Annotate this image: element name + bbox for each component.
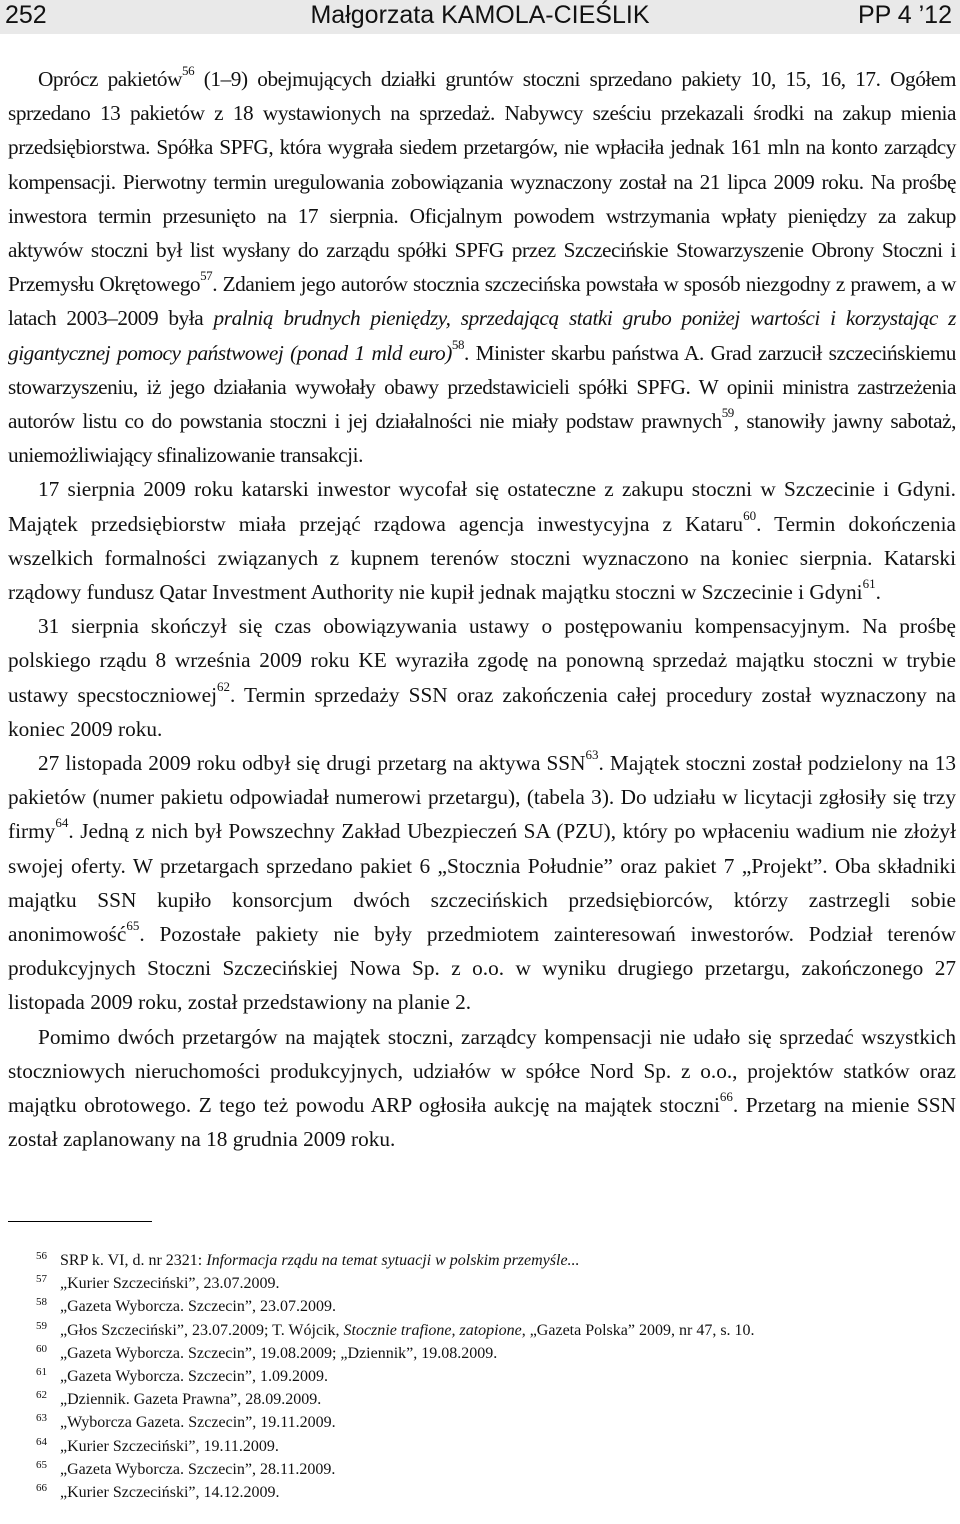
footnote-text: „Kurier Szczeciński”, 19.11.2009. [60, 1437, 279, 1455]
footnote-separator [8, 1221, 152, 1222]
footnote-number: 65 [36, 1458, 47, 1471]
footnote-number: 66 [36, 1482, 47, 1495]
journal-issue: PP 4 ’12 [857, 1, 952, 29]
paragraph [8, 746, 956, 1020]
footnote-text: „Kurier Szczeciński”, 23.07.2009. [60, 1275, 280, 1293]
footnote-number: 56 [36, 1250, 47, 1262]
footnote-number: 58 [36, 1296, 47, 1309]
footnote [36, 1388, 946, 1411]
footnote-text: „Kurier Szczeciński”, 14.12.2009. [60, 1484, 280, 1502]
text-run: . Majątek stoczni został podzielony na 13 pakietów (numer pakietu odpowiadał numerowi przetargu), (tabela 3). Do udziału w licytacji zgłosiły się trzy firmy [8, 751, 956, 844]
footnote [36, 1342, 946, 1365]
author-name: Małgorzata KAMOLA-CIEŚLIK [310, 1, 650, 29]
text-run: . Zdaniem jego autorów stocznia szczecińska powstała w sposób niezgodny z prawem, a w latach 2003–2009 była [8, 272, 956, 331]
text-run: . Minister skarbu państwa A. Grad zarzucił szczecińskiemu stowarzyszeniu, iż jego działania wywołały obawy przedstawicieli spółki SPFG. W opinii ministra zastrzeżenia autorów listu co do powstania stoczni i jej działalności nie miały podstaw prawnych [8, 340, 956, 434]
footnote-text: „Gazeta Wyborcza. Szczecin”, 28.11.2009. [60, 1460, 336, 1478]
footnote-title: Stocznie trafione, zatopione [343, 1321, 522, 1339]
footnote-ref: 63 [585, 746, 599, 762]
footnote-ref: 61 [862, 575, 876, 591]
italic-quote: pralnią brudnych pieniędzy, sprzedającą statki grubo poniżej wartości i korzystając z gigantycznej pomocy państwowej (ponad 1 mld euro) [8, 306, 956, 365]
footnote-number: 62 [36, 1389, 47, 1402]
text-run: Oprócz pakietów [38, 67, 183, 91]
footnote-title: Informacja rządu na temat sytuacji w polskim przemyśle... [206, 1252, 580, 1269]
footnote [36, 1458, 946, 1481]
footnote-ref: 65 [126, 917, 140, 933]
text-run: 17 sierpnia 2009 roku katarski inwestor wycofał się ostateczne z zakupu stoczni w Szczecinie i Gdyni. Majątek przedsiębiorstw miała przejąć rządowa agencja inwestycyjna z Kataru [8, 477, 956, 536]
footnote-text: SRP k. VI, d. nr 2321: [60, 1252, 207, 1269]
text-run: , stanowiły jawny sabotaż, uniemożliwiający sfinalizowanie transakcji. [8, 409, 956, 468]
footnote-text: „Gazeta Wyborcza. Szczecin”, 23.07.2009. [60, 1298, 336, 1316]
paragraph [8, 609, 956, 746]
text-run: 31 sierpnia skończył się czas obowiązywania ustawy o postępowaniu kompensacyjnym. Na prośbę polskiego rządu 8 września 2009 roku KE wyraziła zgodę na ponowną sprzedaż majątku stoczni w trybie ustawy specstoczniowej [8, 614, 956, 707]
text-run: . Termin dokończenia wszelkich formalności związanych z kupnem terenów stoczni wyznaczono na koniec sierpnia. Katarski rządowy fundusz Qatar Investment Authority nie kupił jednak majątku stoczni w Szczecinie i Gdyni [8, 511, 957, 605]
footnote [36, 1411, 946, 1434]
text-run: Pomimo dwóch przetargów na majątek stoczni, zarządcy kompensacji nie udało się sprzedać wszystkich stoczniowych nieruchomości produkcyjnych, udziałów w spółce Nord Sp. z o.o., projektów statków oraz majątku obrotowego. Z tego też powodu ARP ogłosiła aukcję na majątek stoczni [8, 1024, 956, 1118]
footnote-number: 61 [36, 1366, 47, 1379]
footnote-ref: 58 [451, 336, 465, 352]
footnote-ref: 64 [55, 815, 69, 831]
footnote-text: „Głos Szczeciński”, 23.07.2009; T. Wójcik, [60, 1321, 344, 1339]
footnote [36, 1295, 946, 1318]
footnote-text: „Gazeta Wyborcza. Szczecin”, 19.08.2009; „Dziennik”, 19.08.2009. [60, 1344, 498, 1362]
footnote-number: 64 [36, 1435, 47, 1448]
footnote-number: 59 [36, 1319, 47, 1332]
footnote [36, 1249, 946, 1272]
footnote-text: , „Gazeta Polska” 2009, nr 47, s. 10. [521, 1321, 755, 1339]
running-header [0, 0, 960, 34]
text-run: (1–9) obejmujących działki gruntów stoczni sprzedano pakiety 10, 15, 16, 17. Ogółem sprzedano 13 pakietów z 18 wystawionych na sprzedaż. Nabywcy sześciu przekazali środki na zakup mienia przedsiębiorstwa. Spółka SPFG, która wygrała siedem przetargów, nie wpłaciła jednak 161 mln na konto zarządcy kompensacji. Pierwotny termin uregulowania zobowiązania wyznaczony został na 21 lipca 2009 roku. Na prośbę inwestora termin przesunięto na 17 sierpnia. Oficjalnym powodem wstrzymania wpłaty pieniędzy za zakup aktywów stoczni był list wysłany do zarządu spółki SPFG przez Szczecińskie Stowarzyszenie Obrony Stoczni i Przemysłu Okrętowego [8, 67, 956, 297]
footnote-text: „Gazeta Wyborcza. Szczecin”, 1.09.2009. [60, 1368, 328, 1386]
text-run: . Jedną z nich był Powszechny Zakład Ubezpieczeń SA (PZU), który po wpłaceniu wadium nie złożył swojej oferty. W przetargach sprzedano pakiet 6 „Stocznia Południe” oraz pakiet 7 „Projekt”. Oba składniki majątku SSN kupiło konsorcjum dwóch szczecińskich przedsiębiorców, którzy zastrzegli sobie anonimowość [8, 819, 956, 947]
footnote [36, 1319, 946, 1342]
footnote [36, 1272, 946, 1295]
text-run: . Termin sprzedaży SSN oraz zakończenia całej procedury został wyznaczony na koniec 2009 roku. [8, 682, 957, 741]
footnote-text: „Wyborcza Gazeta. Szczecin”, 19.11.2009. [60, 1414, 336, 1432]
footnote [36, 1435, 946, 1458]
paragraph [8, 472, 956, 609]
footnote-number: 60 [36, 1342, 47, 1355]
text-run: 27 listopada 2009 roku odbył się drugi przetarg na aktywa SSN [38, 751, 586, 776]
main-text [8, 62, 956, 1157]
text-run: . Pozostałe pakiety nie były przedmiotem zainteresowań inwestorów. Podział terenów produkcyjnych Stoczni Szczecińskiej Nowa Sp. z o.o. w wyniku drugiego przetargu, zakończonego 27 listopada 2009 roku, został przedstawiony na planie 2. [8, 922, 956, 1015]
text-run: . [875, 580, 881, 605]
footnote [36, 1365, 946, 1388]
footnote [36, 1481, 946, 1504]
footnote-ref: 66 [719, 1089, 733, 1104]
footnote-ref: 60 [743, 507, 757, 523]
footnote-ref: 57 [200, 268, 213, 284]
footnotes [36, 1249, 946, 1504]
paragraph [8, 1020, 956, 1157]
footnote-ref: 56 [182, 62, 195, 78]
footnote-number: 57 [36, 1273, 47, 1286]
text-run: . Przetarg na mienie SSN został zaplanowany na 18 grudnia 2009 roku. [8, 1093, 956, 1152]
footnote-text: „Dziennik. Gazeta Prawna”, 28.09.2009. [60, 1391, 322, 1409]
footnote-ref: 62 [217, 678, 231, 694]
paragraph [8, 62, 956, 472]
footnote-number: 63 [36, 1412, 47, 1425]
page-number: 252 [5, 1, 47, 29]
footnote-ref: 59 [721, 404, 734, 420]
